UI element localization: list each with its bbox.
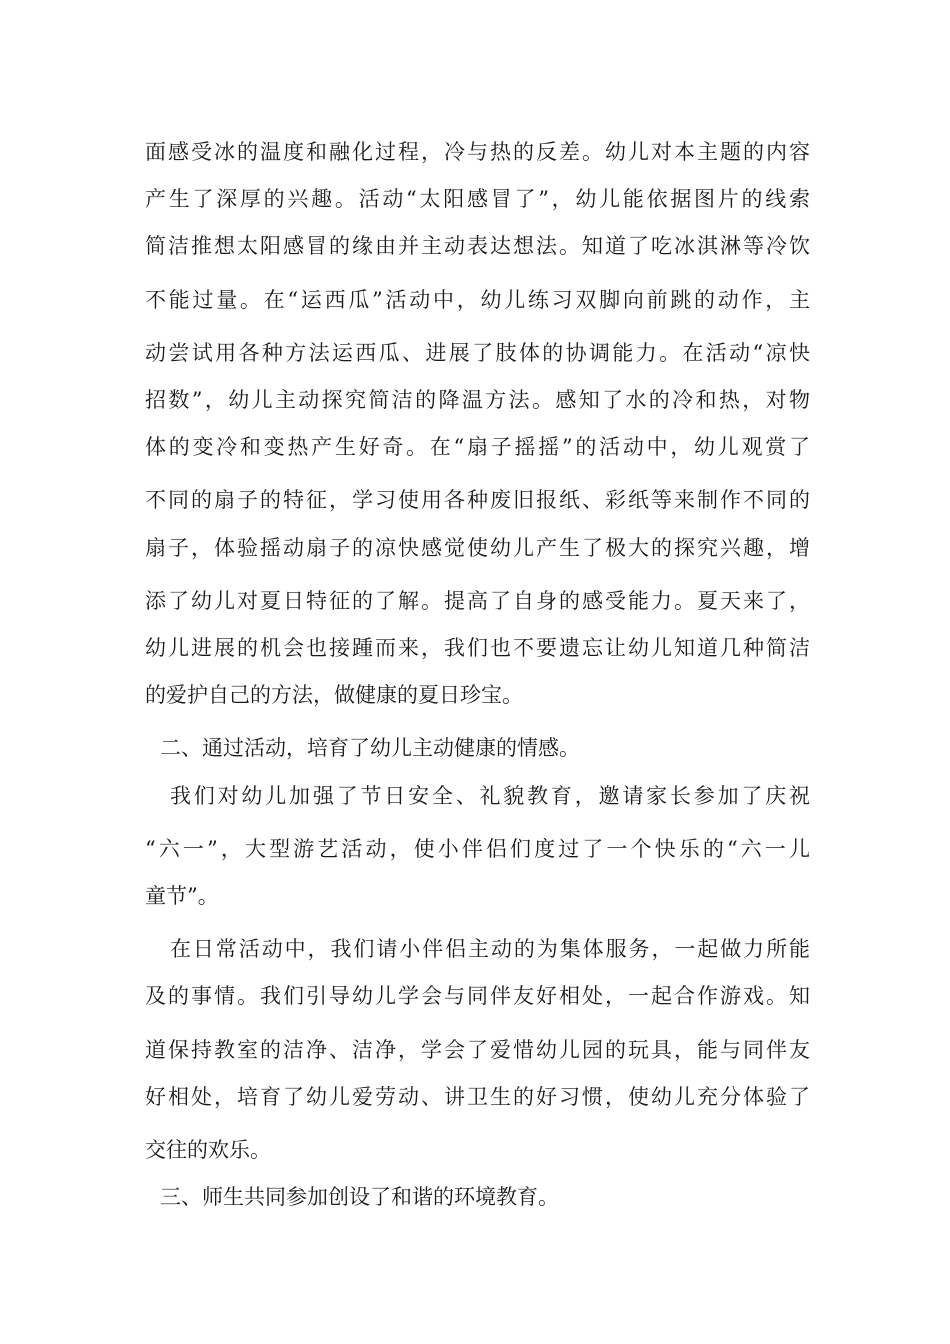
paragraph-line: 的爱护自己的方法，做健康的夏日珍宝。 (145, 683, 523, 707)
paragraph-line: 产生了深厚的兴趣。活动“太阳感冒了”，幼儿能依据图片的线索 (145, 187, 810, 211)
paragraph-line: 面感受冰的温度和融化过程，冷与热的反差。幼儿对本主题的内容 (145, 140, 810, 164)
paragraph-line: 体的变冷和变热产生好奇。在“扇子摇摇”的活动中，幼儿观赏了 (145, 435, 810, 459)
paragraph-line: 不能过量。在“运西瓜”活动中，幼儿练习双脚向前跳的动作，主 (145, 288, 810, 312)
section-heading: 二、通过活动，培育了幼儿主动健康的情感。 (160, 736, 580, 760)
paragraph-line: 交往的欢乐。 (145, 1138, 271, 1162)
paragraph-line: “六一”，大型游艺活动，使小伴侣们度过了一个快乐的“六一儿 (145, 837, 810, 861)
section-heading: 三、师生共同参加创设了和谐的环境教育。 (160, 1185, 559, 1209)
paragraph-line: 我们对幼儿加强了节日安全、礼貌教育，邀请家长参加了庆祝 (170, 784, 810, 808)
paragraph-line: 及的事情。我们引导幼儿学会与同伴友好相处，一起合作游戏。知 (145, 984, 810, 1008)
paragraph-line: 幼儿进展的机会也接踵而来，我们也不要遗忘让幼儿知道几种简洁 (145, 636, 810, 660)
paragraph-line: 童节”。 (145, 884, 219, 908)
paragraph-line: 招数”，幼儿主动探究简洁的降温方法。感知了水的冷和热，对物 (145, 388, 810, 412)
paragraph-line: 道保持教室的洁净、洁净，学会了爱惜幼儿园的玩具，能与同伴友 (145, 1038, 810, 1062)
paragraph-line: 在日常活动中，我们请小伴侣主动的为集体服务，一起做力所能 (170, 937, 810, 961)
paragraph-line: 添了幼儿对夏日特征的了解。提高了自身的感受能力。夏天来了， (145, 589, 810, 613)
paragraph-line: 简洁推想太阳感冒的缘由并主动表达想法。知道了吃冰淇淋等冷饮 (145, 234, 810, 258)
paragraph-line: 扇子，体验摇动扇子的凉快感觉使幼儿产生了极大的探究兴趣，增 (145, 536, 810, 560)
paragraph-line: 不同的扇子的特征，学习使用各种废旧报纸、彩纸等来制作不同的 (145, 488, 810, 512)
paragraph-line: 好相处，培育了幼儿爱劳动、讲卫生的好习惯，使幼儿充分体验了 (145, 1085, 810, 1109)
paragraph-line: 动尝试用各种方法运西瓜、进展了肢体的协调能力。在活动“凉快 (145, 341, 810, 365)
